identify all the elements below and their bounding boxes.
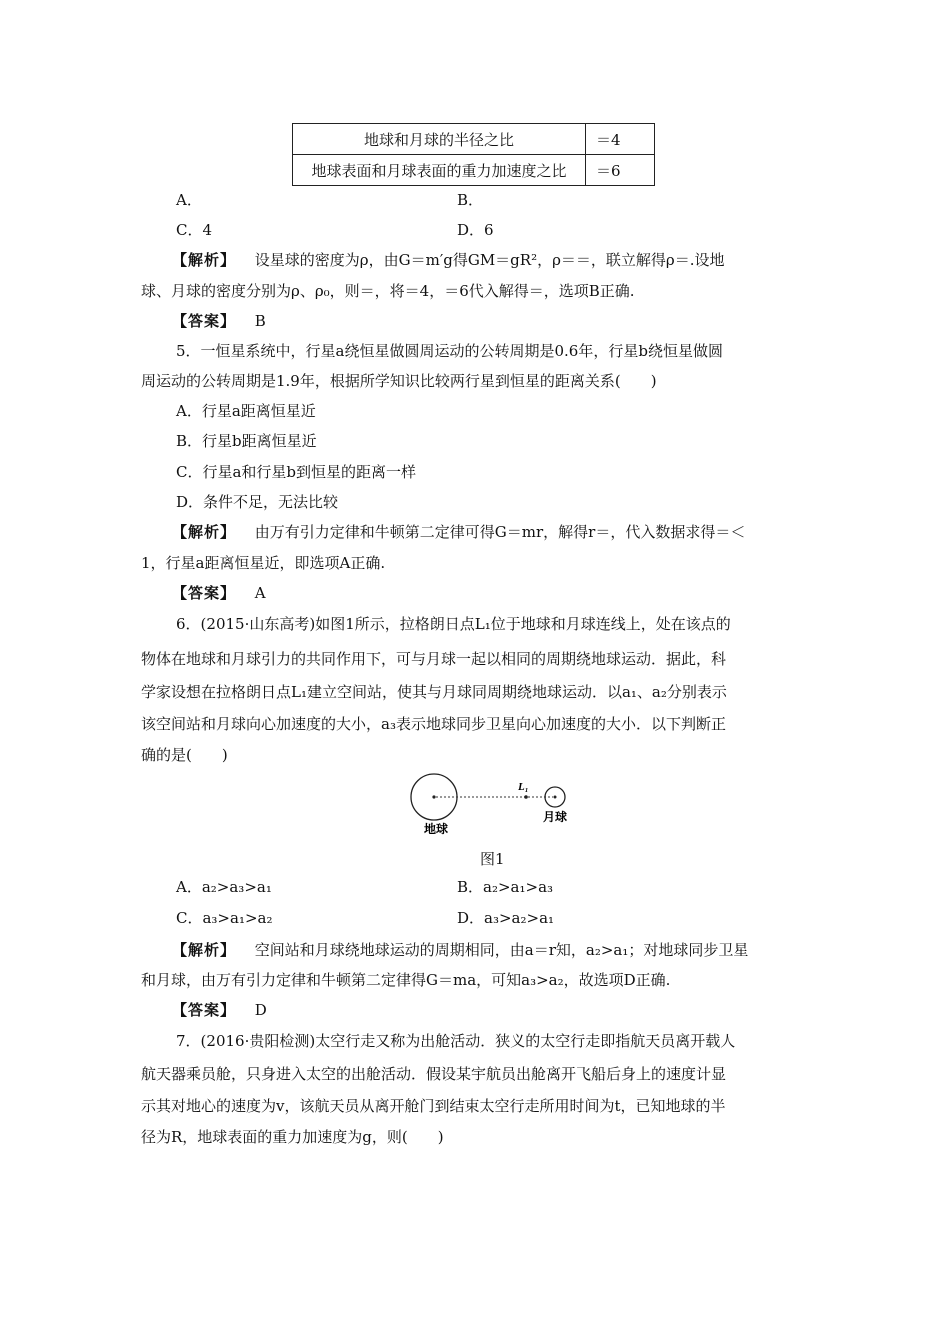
option-d: D．6: [457, 221, 494, 239]
q7-stem-cont1: 航天器乘员舱，只身进入太空的出舱活动．假设某宇航员出舱离开飞船后身上的速度计显: [141, 1065, 727, 1083]
q5-answer: [172, 583, 266, 603]
option-c: C．a₃>a₁>a₂: [176, 909, 273, 927]
q6-options-row2: [176, 908, 555, 928]
q5-option-a: A．行星a距离恒星近: [176, 402, 316, 420]
earth-moon-diagram: [400, 770, 590, 840]
table-cell-value: ＝4: [586, 124, 655, 155]
moon-label: 月球: [543, 810, 568, 824]
answer-value: A: [254, 584, 266, 602]
answer-value: D: [254, 1001, 267, 1019]
figure-caption: 图1: [480, 850, 505, 868]
option-b: B．: [457, 191, 484, 209]
answer-tag: 【答案】: [172, 1001, 237, 1019]
table-row: [293, 124, 655, 155]
q6-stem: 6．(2015·山东高考)如图1所示，拉格朗日点L₁位于地球和月球连线上，处在该点的: [176, 615, 731, 633]
option-a: A．: [176, 191, 202, 209]
option-b: B．a₂>a₁>a₃: [457, 878, 554, 896]
analysis-text: 设星球的密度为ρ，由G＝m′g得GM＝gR²，ρ＝＝，联立解得ρ＝.设地: [254, 251, 725, 269]
q6-answer: [172, 1000, 267, 1020]
q5-option-c: C．行星a和行星b到恒星的距离一样: [176, 463, 417, 481]
moon-center-dot: [554, 796, 557, 799]
q6-stem-cont3: 该空间站和月球向心加速度的大小，a₃表示地球同步卫星向心加速度的大小．以下判断正: [141, 715, 726, 733]
l1-label: L₁: [518, 781, 529, 793]
answer-tag: 【答案】: [172, 312, 237, 330]
q7-stem-cont2: 示其对地心的速度为v，该航天员从离开舱门到结束太空行走所用时间为t，已知地球的半: [141, 1097, 726, 1115]
q6-analysis-cont: 和月球，由万有引力定律和牛顿第二定律得G＝ma，可知a₃>a₂，故选项D正确.: [141, 971, 671, 989]
q5-option-d: D．条件不足，无法比较: [176, 493, 339, 511]
answer-value: B: [254, 312, 266, 330]
q6-options-row1: [176, 877, 554, 897]
q6-stem-cont1: 物体在地球和月球引力的共同作用下，可与月球一起以相同的周期绕地球运动．据此，科: [141, 650, 727, 668]
q4-analysis: [172, 250, 725, 270]
earth-center-dot: [432, 795, 435, 798]
analysis-text: 由万有引力定律和牛顿第二定律可得G＝mr，解得r＝，代入数据求得＝＜: [254, 523, 746, 541]
table-cell-label: 地球和月球的半径之比: [293, 124, 586, 155]
q7-stem-cont3: 径为R，地球表面的重力加速度为g，则( ): [141, 1128, 444, 1146]
table-row: [293, 155, 655, 186]
analysis-tag: 【解析】: [172, 941, 237, 959]
option-a: A．a₂>a₃>a₁: [176, 878, 272, 896]
q6-stem-cont4: 确的是( ): [141, 746, 228, 764]
option-c: C．4: [176, 221, 213, 239]
q5-stem-cont: 周运动的公转周期是1.9年，根据所学知识比较两行星到恒星的距离关系( ): [141, 372, 657, 390]
q5-analysis-cont: 1，行星a距离恒星近，即选项A正确.: [141, 554, 386, 572]
answer-tag: 【答案】: [172, 584, 237, 602]
analysis-tag: 【解析】: [172, 251, 237, 269]
analysis-text: 空间站和月球绕地球运动的周期相同，由a＝r知，a₂>a₁；对地球同步卫星: [254, 941, 749, 959]
q5-analysis: [172, 522, 745, 542]
q4-answer: [172, 311, 266, 331]
ratio-table: [292, 123, 655, 186]
table-cell-value: ＝6: [586, 155, 655, 186]
q6-analysis: [172, 940, 748, 960]
table-cell-label: 地球表面和月球表面的重力加速度之比: [293, 155, 586, 186]
analysis-tag: 【解析】: [172, 523, 237, 541]
q4-options-row1: [176, 190, 484, 210]
earth-label: 地球: [424, 822, 449, 836]
q4-analysis-cont: 球、月球的密度分别为ρ、ρ₀，则＝，将＝4，＝6代入解得＝，选项B正确.: [141, 282, 635, 300]
option-d: D．a₃>a₂>a₁: [457, 909, 555, 927]
q7-stem: 7．(2016·贵阳检测)太空行走又称为出舱活动．狭义的太空行走即指航天员离开载人: [176, 1032, 736, 1050]
q5-stem: 5．一恒星系统中，行星a绕恒星做圆周运动的公转周期是0.6年，行星b绕恒星做圆: [176, 342, 723, 360]
q6-stem-cont2: 学家设想在拉格朗日点L₁建立空间站，使其与月球同周期绕地球运动．以a₁、a₂分别表示: [141, 683, 727, 701]
q4-options-row2: [176, 220, 494, 240]
l1-point: [524, 795, 528, 799]
q5-option-b: B．行星b距离恒星近: [176, 432, 317, 450]
